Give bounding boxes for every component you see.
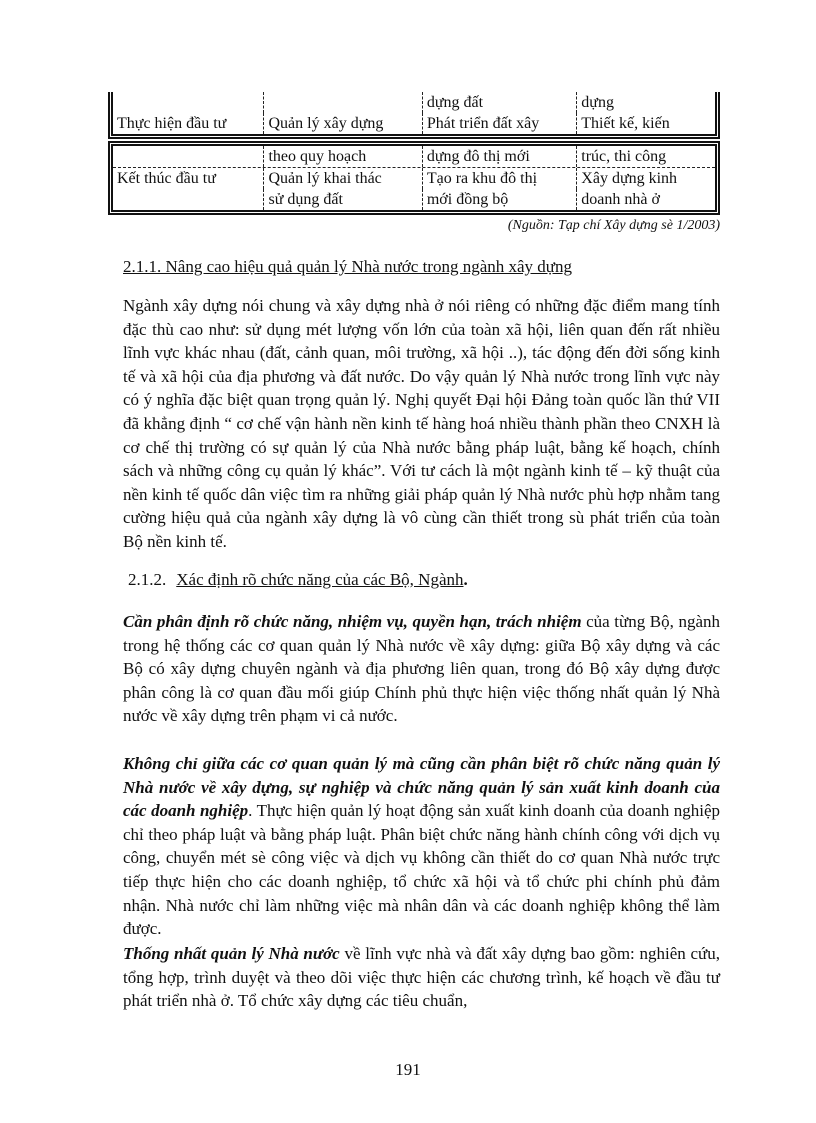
table-cell: Thiết kế, kiến bbox=[576, 113, 715, 134]
section-title-period: . bbox=[463, 570, 468, 589]
investment-stage-table bbox=[108, 92, 720, 215]
table-cell: sử dụng đất bbox=[263, 189, 421, 210]
table-row bbox=[113, 92, 715, 113]
table-cell: doanh nhà ở bbox=[576, 189, 715, 210]
section-heading-2-1-1: 2.1.1. Nâng cao hiệu quả quản lý Nhà nước trong ngành xây dựng bbox=[123, 257, 573, 276]
section-number: 2.1.2. bbox=[128, 570, 167, 589]
body-text: của từng Bộ, ngành trong hệ thống các cơ quan quản lý Nhà nước về xây dựng: giữa Bộ xây dựng và các Bộ có xây dựng chuyên ngành và địa phương liên quan, trong đó Bộ xây dựng được phân công là cơ quan đầu mối giúp Chính phủ thực hiện việc thống nhất quản lý Nhà nước về xây dựng trên phạm vi cả nước. bbox=[123, 612, 720, 726]
table-block-bottom bbox=[108, 141, 720, 215]
paragraph-division-of-functions bbox=[123, 610, 720, 728]
table-cell: trúc, thi công bbox=[576, 146, 715, 167]
table-cell: dựng bbox=[576, 92, 715, 113]
table-source-note: (Nguồn: Tạp chí Xây dựng sè 1/2003) bbox=[507, 218, 720, 233]
table-row bbox=[113, 189, 715, 210]
table-cell: Thực hiện đầu tư bbox=[117, 115, 227, 132]
paragraph-distinguish-functions bbox=[123, 752, 720, 941]
table-block-top bbox=[108, 92, 720, 139]
page-number: 191 bbox=[395, 1060, 421, 1079]
table-cell: dựng đất bbox=[422, 92, 576, 113]
paragraph-unified-management bbox=[123, 942, 720, 1013]
table-cell: dựng đô thị mới bbox=[422, 146, 576, 167]
body-text: . Thực hiện quản lý hoạt động sản xuất kinh doanh của doanh nghiệp chỉ theo pháp luật và bằng pháp luật. Phân biệt chức năng hành chính công với dịch vụ công, chuyển mét sè công việc và dịch vụ không cần thiết do cơ quan Nhà nước trực tiếp thực hiện cho các doanh nghiệp, tổ chức xã hội và tổ chức phi chính phủ đảm nhận. Nhà nước chỉ làm những việc mà nhân dân và các doanh nghiệp không thể làm được. bbox=[123, 801, 720, 939]
table-row bbox=[113, 113, 715, 134]
table-cell: Quản lý khai thác bbox=[263, 168, 421, 189]
table-row bbox=[113, 146, 715, 168]
body-text: về lĩnh vực nhà và đất xây dựng bao gồm: nghiên cứu, tổng hợp, trình duyệt và theo dõi việc thực hiện các chương trình, kế hoạch về đầu tư phát triển nhà ở. Tổ chức xây dựng các tiêu chuẩn, bbox=[123, 944, 720, 1011]
table-cell: theo quy hoạch bbox=[263, 146, 421, 167]
table-cell: Xây dựng kinh bbox=[576, 168, 715, 189]
table-cell: mới đồng bộ bbox=[422, 189, 576, 210]
table-cell: Phát triển đất xây bbox=[422, 113, 576, 134]
table-cell bbox=[113, 92, 263, 113]
table-cell bbox=[113, 189, 263, 210]
emphasis-text: Không chỉ giữa các cơ quan quản lý mà cũng cần phân biệt rõ chức năng quản lý Nhà nước về xây dựng, sự nghiệp và chức năng quản lý sản xuất kinh doanh của các doanh nghiệp bbox=[123, 754, 720, 821]
table-cell: Kết thúc đầu tư bbox=[117, 170, 216, 187]
table-cell: Quản lý xây dựng bbox=[263, 113, 421, 134]
table-row bbox=[113, 168, 715, 189]
section-title: Xác định rõ chức năng của các Bộ, Ngành bbox=[176, 570, 464, 589]
paragraph-2-1-1: Ngành xây dựng nói chung và xây dựng nhà ở nói riêng có những đặc điểm mang tính đặc thù cao như: sử dụng mét lượng vốn lớn của toàn xã hội, liên quan đến rất nhiều lĩnh vực khác nhau (đất, cảnh quan, môi trường, xã hội ..), tác động đến đời sống kinh tế và xã hội của địa phương và đất nước. Do vậy quản lý Nhà nước trong lĩnh vực này có ý nghĩa đặc biệt quan trọng quản lý. Nghị quyết Đại hội Đảng toàn quốc lần thứ VII đã khẳng định “ cơ chế vận hành nền kinh tế hàng hoá nhiều thành phần theo CNXH là cơ chế thị trường có sự quản lý của Nhà nước bằng pháp luật, bằng kế hoạch, chính sách và những công cụ quản lý khác”. Với tư cách là một ngành kinh tế – kỹ thuật của nền kinh tế quốc dân việc tìm ra những giải pháp quản lý Nhà nước phù hợp nhằm tang cường hiệu quả của ngành xây dựng là vô cùng cần thiết trong sù phát triển của toàn Bộ nền kinh tế. bbox=[123, 296, 720, 551]
table-cell bbox=[113, 146, 263, 167]
section-heading-2-1-2 bbox=[128, 570, 468, 590]
table-cell: Tạo ra khu đô thị bbox=[422, 168, 576, 189]
emphasis-text: Thống nhất quản lý Nhà nước bbox=[123, 944, 340, 963]
emphasis-text: Cần phân định rõ chức năng, nhiệm vụ, quyền hạn, trách nhiệm bbox=[123, 612, 582, 631]
table-cell bbox=[263, 92, 421, 113]
